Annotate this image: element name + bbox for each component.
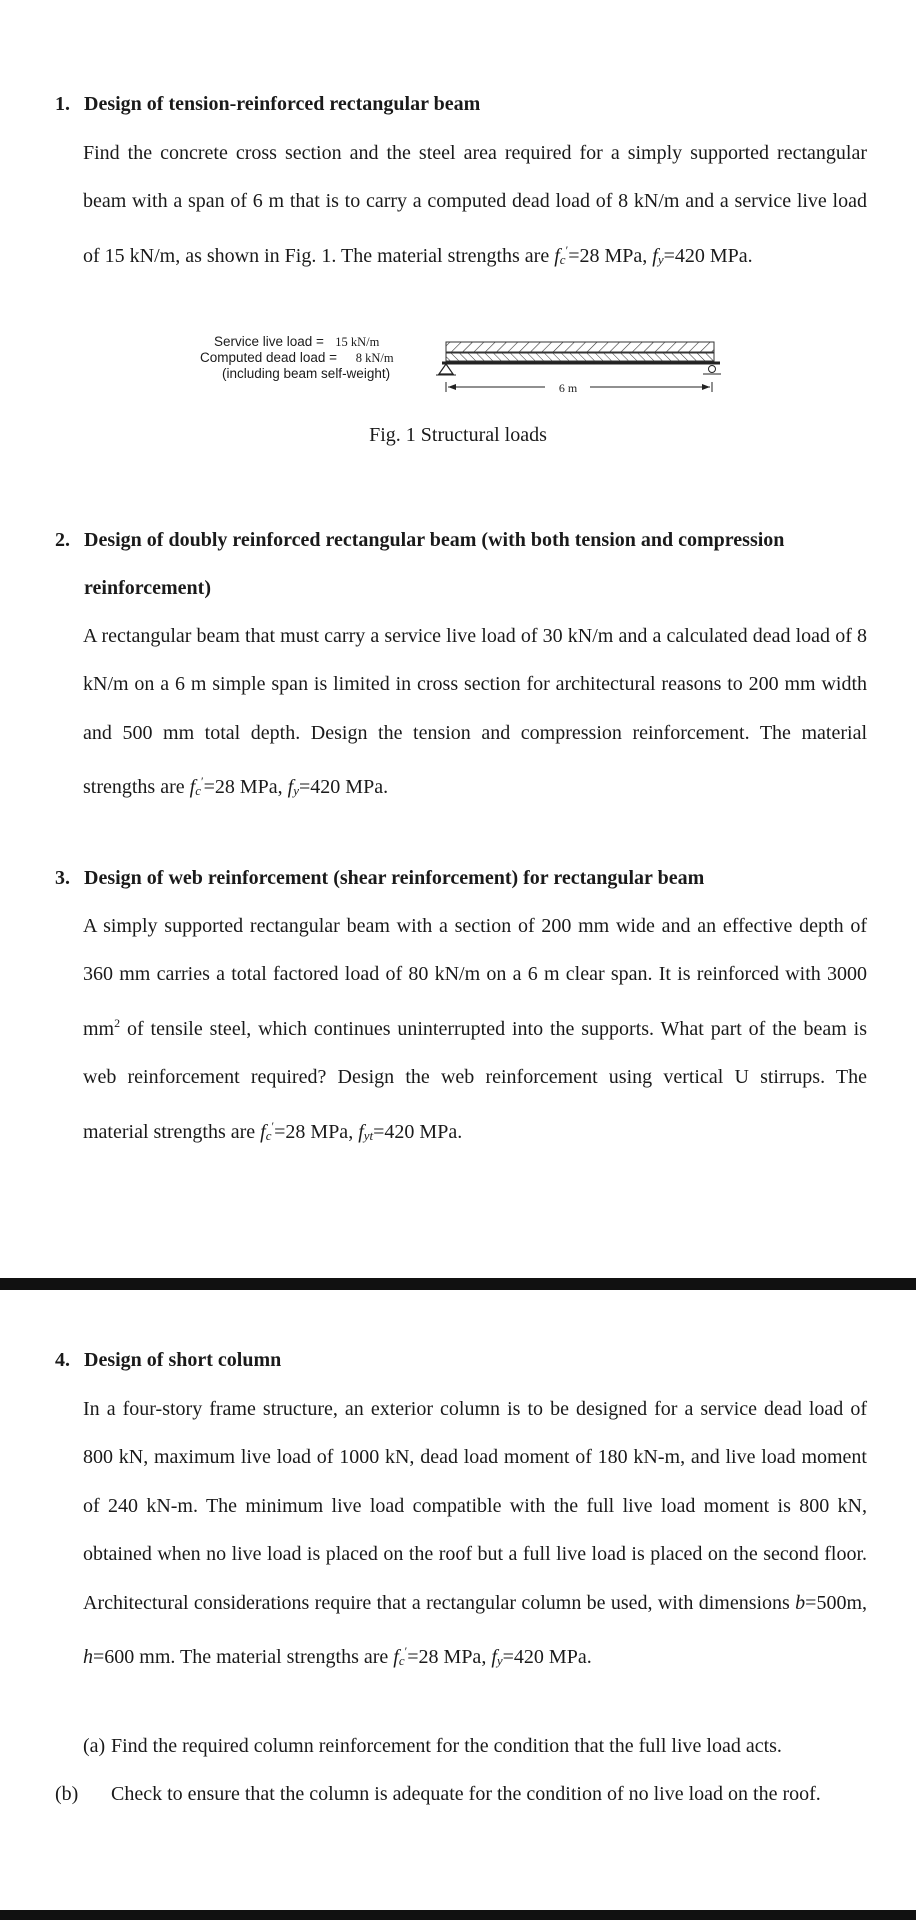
item-b-label: (b) <box>55 1783 79 1805</box>
symbol-f: f <box>393 1646 399 1669</box>
left-support <box>439 364 453 374</box>
self-weight-note: (including beam self-weight) <box>222 366 391 381</box>
subscript-yt: yt <box>363 1127 374 1143</box>
section-4-body <box>83 1385 867 1685</box>
dim-arrow-right <box>702 384 710 390</box>
section-1-number: 1. <box>55 93 70 115</box>
symbol-f: f <box>189 776 196 799</box>
fc-value: =28 MPa, <box>407 1646 487 1669</box>
symbol-f: f <box>260 1120 266 1143</box>
section-1-title: Design of tension-reinforced rectangular beam <box>84 93 481 115</box>
fy-value: =420 MPa. <box>502 1646 592 1669</box>
right-support <box>709 366 716 373</box>
item-a-text: Find the required column reinforcement for the condition that the full live load acts. <box>111 1735 782 1757</box>
prime-mark: ′ <box>271 1118 275 1133</box>
item-a-label: (a) <box>83 1735 106 1757</box>
bottom-edge <box>0 1910 916 1920</box>
live-load-value: 15 kN/m <box>335 335 380 349</box>
section-3-heading <box>55 854 875 902</box>
section-2-heading <box>55 516 875 564</box>
superscript-2: 2 <box>114 1015 121 1030</box>
live-load-label: Service live load = <box>214 334 324 349</box>
dead-load-label: Computed dead load = <box>200 350 337 365</box>
subscript-c: c <box>195 783 201 799</box>
section-4-item-a <box>83 1722 867 1770</box>
symbol-f: f <box>652 244 658 267</box>
dead-load-block <box>446 353 714 361</box>
prime-mark: ′ <box>200 774 204 789</box>
prime-mark: ′ <box>565 242 569 257</box>
section-1-heading <box>55 80 875 128</box>
subscript-y: y <box>496 1653 503 1669</box>
section-3-title: Design of web reinforcement (shear reinforcement) for rectangular beam <box>84 867 705 889</box>
symbol-b: b <box>795 1591 806 1614</box>
live-load-block <box>446 342 714 352</box>
subscript-c: c <box>559 251 566 267</box>
section-2-title-line1: Design of doubly reinforced rectangular beam (with both tension and compression <box>84 529 785 551</box>
fc-value: =28 MPa, <box>568 244 648 267</box>
figure-1-caption: Fig. 1 Structural loads <box>369 424 547 446</box>
section-4-heading <box>55 1336 875 1384</box>
section-4-title: Design of short column <box>84 1349 282 1371</box>
h-value: =600 mm. The material strengths are <box>93 1646 389 1669</box>
figure-1 <box>190 330 730 410</box>
dim-arrow-left <box>448 384 456 390</box>
section-3-text-b: of tensile steel, which continues uninterrupted into the supports. What part of the beam is web reinforcement required? Design the web reinforcement using vertical U stirrups. The material strengths are <box>83 1017 868 1143</box>
section-1-body <box>83 129 867 284</box>
page-2 <box>0 1290 916 1910</box>
section-3-text-a: A simply supported rectangular beam with a section of 200 mm wide and an effective depth of 360 mm carries a total factored load of 80 kN/m on a 6 m clear span. It is reinforced with 3000 mm <box>83 915 867 1040</box>
section-2-text: A rectangular beam that must carry a service live load of 30 kN/m and a calculated dead load of 8 kN/m on a 6 m simple span is limited in cross section for architectural reasons to 200 mm width and 500 mm total depth. Design the tension and compression reinforcement. The material strengths are <box>83 625 867 799</box>
item-b-text: Check to ensure that the column is adequate for the condition of no live load on the roof. <box>111 1783 821 1805</box>
fy-value: =420 MPa. <box>663 244 753 267</box>
section-2-title-line2: reinforcement) <box>84 577 211 599</box>
section-3-body <box>83 902 867 1160</box>
subscript-y: y <box>293 783 300 799</box>
section-4-text-a: In a four-story frame structure, an exterior column is to be designed for a service dead load of 800 kN, maximum live load of 1000 kN, dead load moment of 180 kN-m, and live load moment of 240 kN-m. The minimum live load compatible with the full live load moment is 800 kN, obtained when no live load is placed on the roof but a full live load is placed on the second floor. Architectural considerations require that a rectangular column be used, with dimensions <box>83 1398 867 1614</box>
symbol-h: h <box>83 1646 93 1669</box>
symbol-f: f <box>358 1120 364 1143</box>
symbol-f: f <box>554 244 560 267</box>
fy-value: =420 MPa. <box>299 776 389 799</box>
fyt-value: =420 MPa. <box>373 1120 463 1143</box>
fc-value: =28 MPa, <box>203 776 283 799</box>
fc-value: =28 MPa, <box>274 1120 354 1143</box>
section-2-body <box>83 612 867 816</box>
section-1-text: Find the concrete cross section and the steel area required for a simply supported rectangular beam with a span of 6 m that is to carry a computed dead load of 8 kN/m and a service live load of 15 kN/m, as shown in Fig. 1. The material strengths are <box>83 142 867 267</box>
dead-load-value: 8 kN/m <box>355 351 394 365</box>
b-value: =500m, <box>805 1591 868 1614</box>
subscript-c: c <box>265 1127 272 1143</box>
beam-diagram <box>190 330 730 410</box>
prime-mark: ′ <box>404 1644 408 1659</box>
subscript-c: c <box>398 1653 405 1669</box>
symbol-f: f <box>287 776 294 799</box>
span-label: 6 m <box>558 381 578 395</box>
subscript-y: y <box>657 251 664 267</box>
section-2-number: 2. <box>55 529 70 551</box>
section-3-number: 3. <box>55 867 70 889</box>
page-divider <box>0 1278 916 1290</box>
section-4-number: 4. <box>55 1349 70 1371</box>
symbol-f: f <box>491 1646 497 1669</box>
section-4-item-b <box>55 1770 867 1818</box>
